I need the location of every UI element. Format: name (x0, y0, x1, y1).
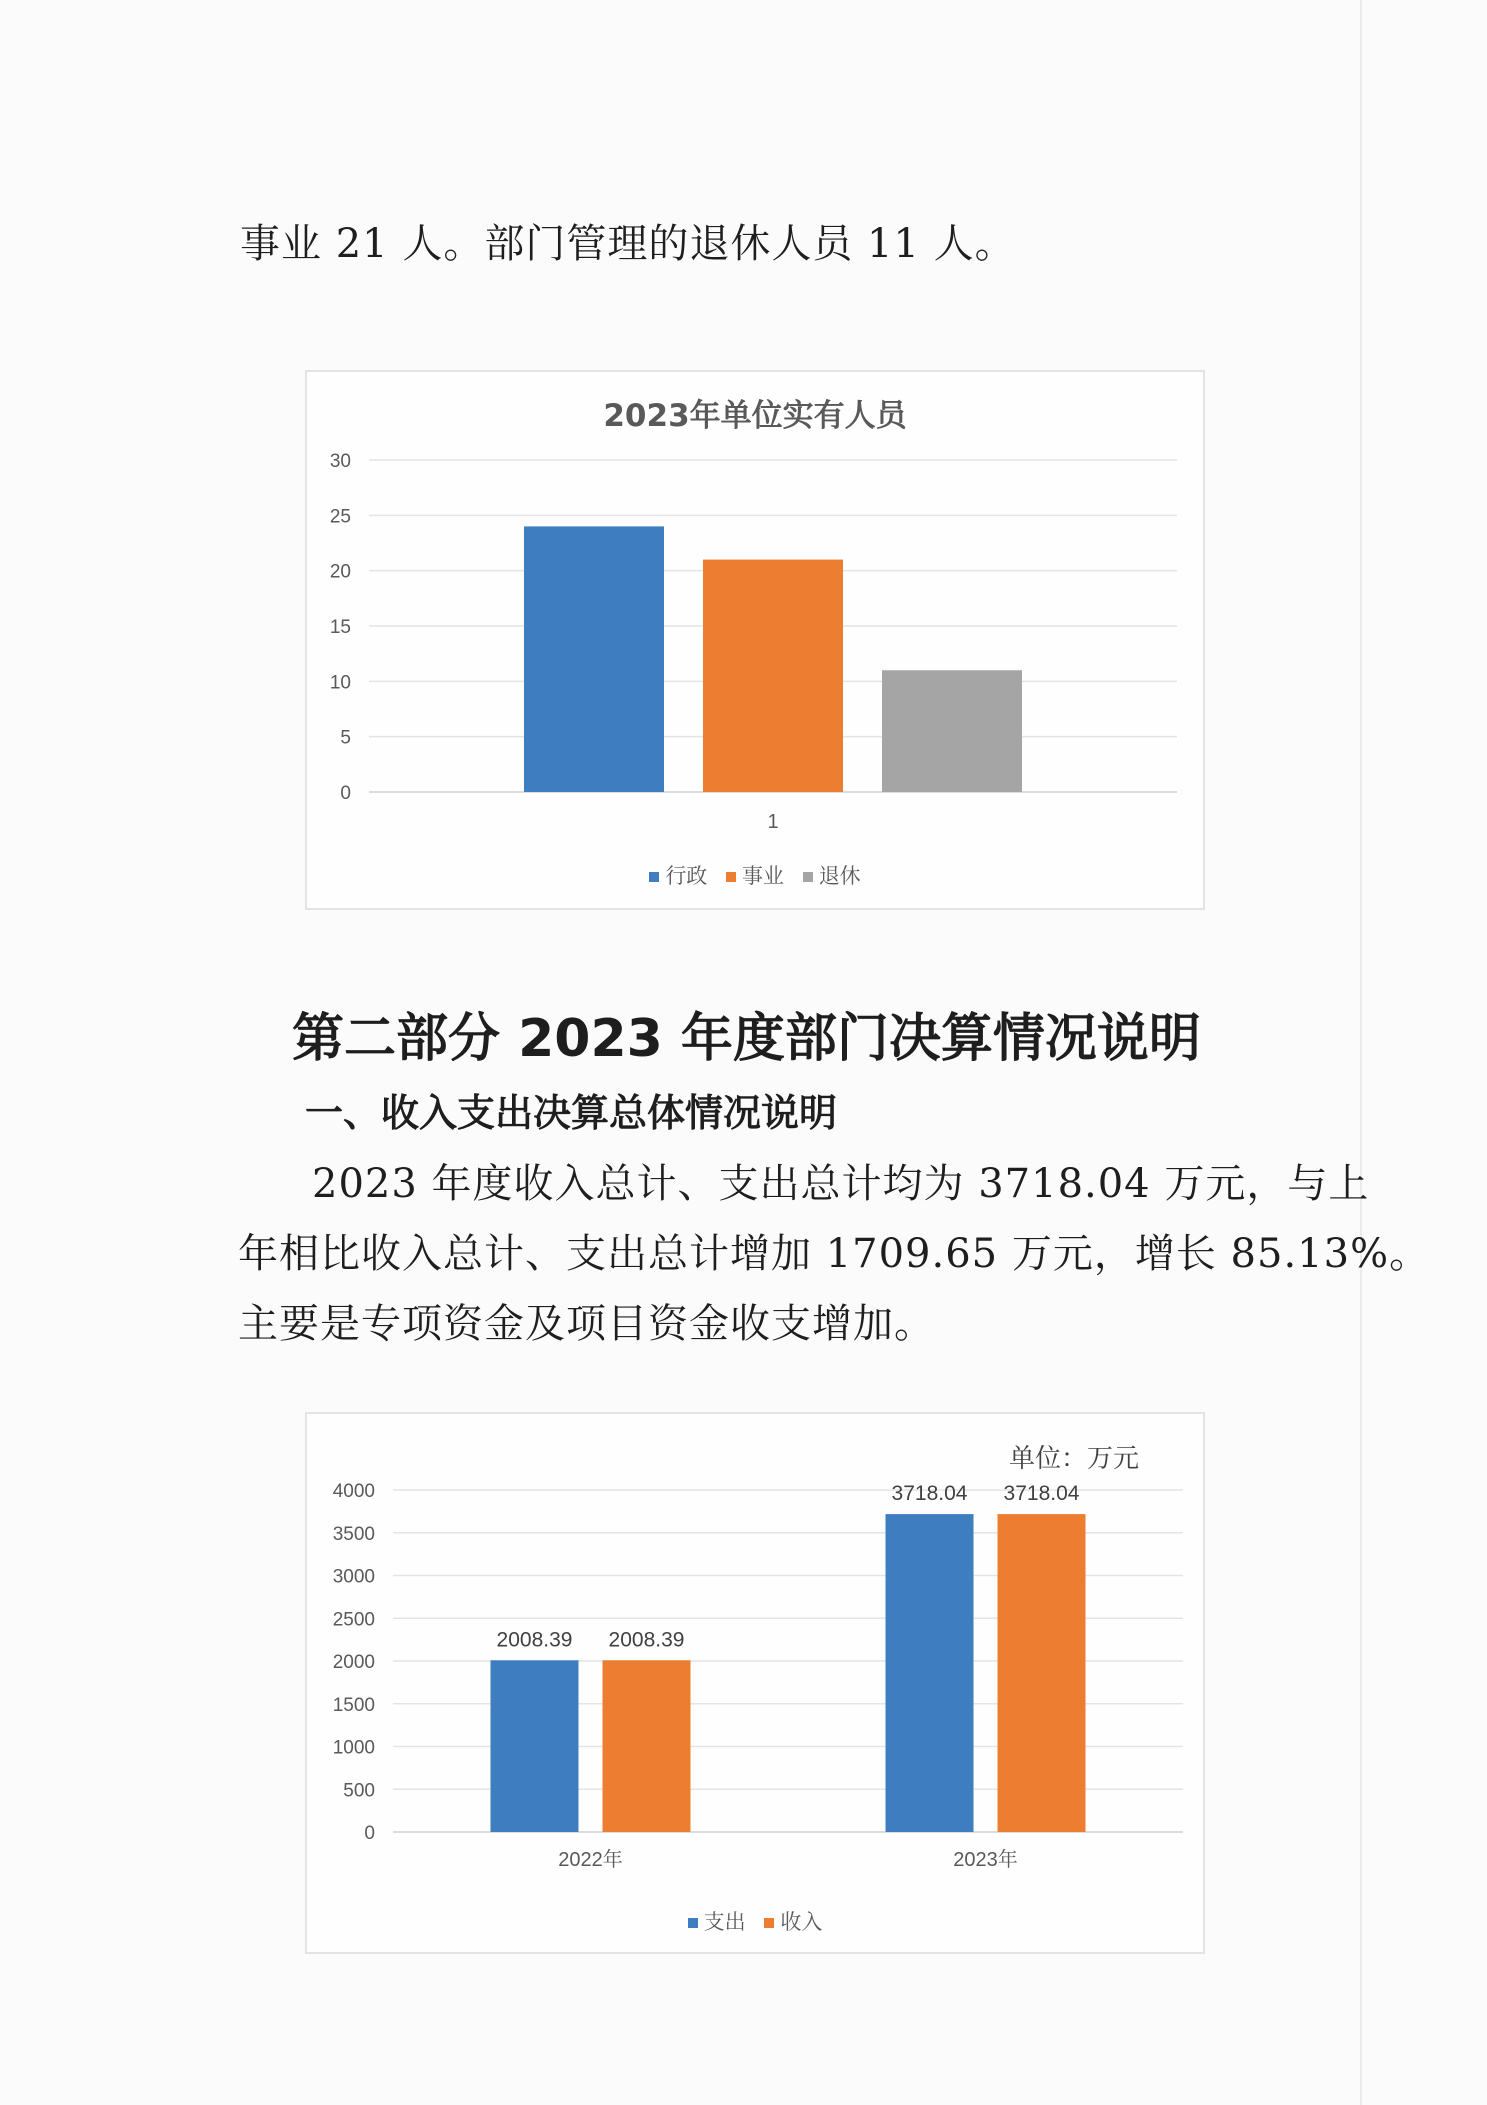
legend-item-institution (726, 860, 784, 890)
legend-item-retired (803, 860, 861, 890)
y-tick-label: 15 (329, 617, 351, 638)
legend-swatch (649, 872, 659, 882)
chart-title: 2023年单位实有人员 (603, 398, 907, 434)
section-heading: 第二部分 2023 年度部门决算情况说明 (292, 1009, 1201, 1069)
page-edge (1360, 0, 1362, 2105)
legend-label: 行政 (665, 864, 708, 888)
finance-chart (305, 1412, 1205, 1954)
x-category-label: 2023年 (953, 1849, 1018, 1871)
bar (703, 560, 843, 792)
body-line-1: 2023 年度收入总计、支出总计均为 3718.04 万元，与上 (312, 1161, 1370, 1207)
y-tick-label: 2500 (332, 1609, 375, 1631)
y-tick-label: 10 (329, 672, 351, 694)
y-tick-label: 30 (329, 451, 351, 472)
intro-line: 事业 21 人。部门管理的退休人员 11 人。 (240, 221, 1016, 267)
legend-swatch (688, 1918, 698, 1928)
legend-item-income (764, 1906, 822, 1936)
legend-label: 退休 (818, 864, 861, 888)
bar (882, 670, 1022, 792)
bar (603, 1660, 691, 1832)
bar (886, 1514, 974, 1832)
subsection-heading: 一、收入支出决算总体情况说明 (305, 1091, 838, 1135)
legend-swatch (803, 872, 813, 882)
y-tick-label: 500 (343, 1780, 375, 1802)
y-tick-label: 5 (340, 727, 351, 749)
bar (491, 1660, 579, 1832)
legend-item-expenditure (688, 1906, 746, 1936)
finance-chart-legend (307, 1906, 1203, 1936)
y-tick-label: 2000 (332, 1652, 375, 1673)
y-tick-label: 0 (340, 783, 351, 804)
y-tick-label: 1500 (332, 1694, 375, 1716)
bar (524, 526, 664, 792)
data-label: 3718.04 (891, 1482, 968, 1506)
data-label: 3718.04 (1003, 1482, 1080, 1506)
bar (998, 1514, 1086, 1832)
legend-swatch (764, 1918, 774, 1928)
staff-chart-plot (307, 372, 1203, 908)
unit-label: 单位：万元 (1009, 1444, 1140, 1474)
staff-chart (305, 370, 1205, 910)
data-label: 2008.39 (608, 1628, 685, 1652)
legend-label: 收入 (780, 1910, 823, 1934)
y-tick-label: 3000 (332, 1566, 375, 1588)
legend-label: 事业 (742, 864, 784, 888)
x-category-label: 1 (767, 811, 779, 833)
y-tick-label: 3500 (332, 1523, 375, 1545)
y-tick-label: 1000 (332, 1737, 375, 1759)
legend-item-admin (649, 860, 707, 890)
x-category-label: 2022年 (558, 1849, 623, 1871)
y-tick-label: 20 (329, 561, 351, 583)
y-tick-label: 0 (364, 1823, 375, 1844)
body-line-3: 主要是专项资金及项目资金收支增加。 (238, 1301, 935, 1347)
y-tick-label: 4000 (332, 1481, 375, 1502)
staff-chart-legend (307, 860, 1203, 890)
data-label: 2008.39 (496, 1628, 573, 1652)
y-tick-label: 25 (329, 506, 351, 528)
legend-swatch (726, 872, 736, 882)
finance-chart-plot (307, 1414, 1203, 1952)
body-line-2: 年相比收入总计、支出总计增加 1709.65 万元，增长 85.13%。 (238, 1231, 1431, 1277)
legend-label: 支出 (703, 1910, 746, 1934)
